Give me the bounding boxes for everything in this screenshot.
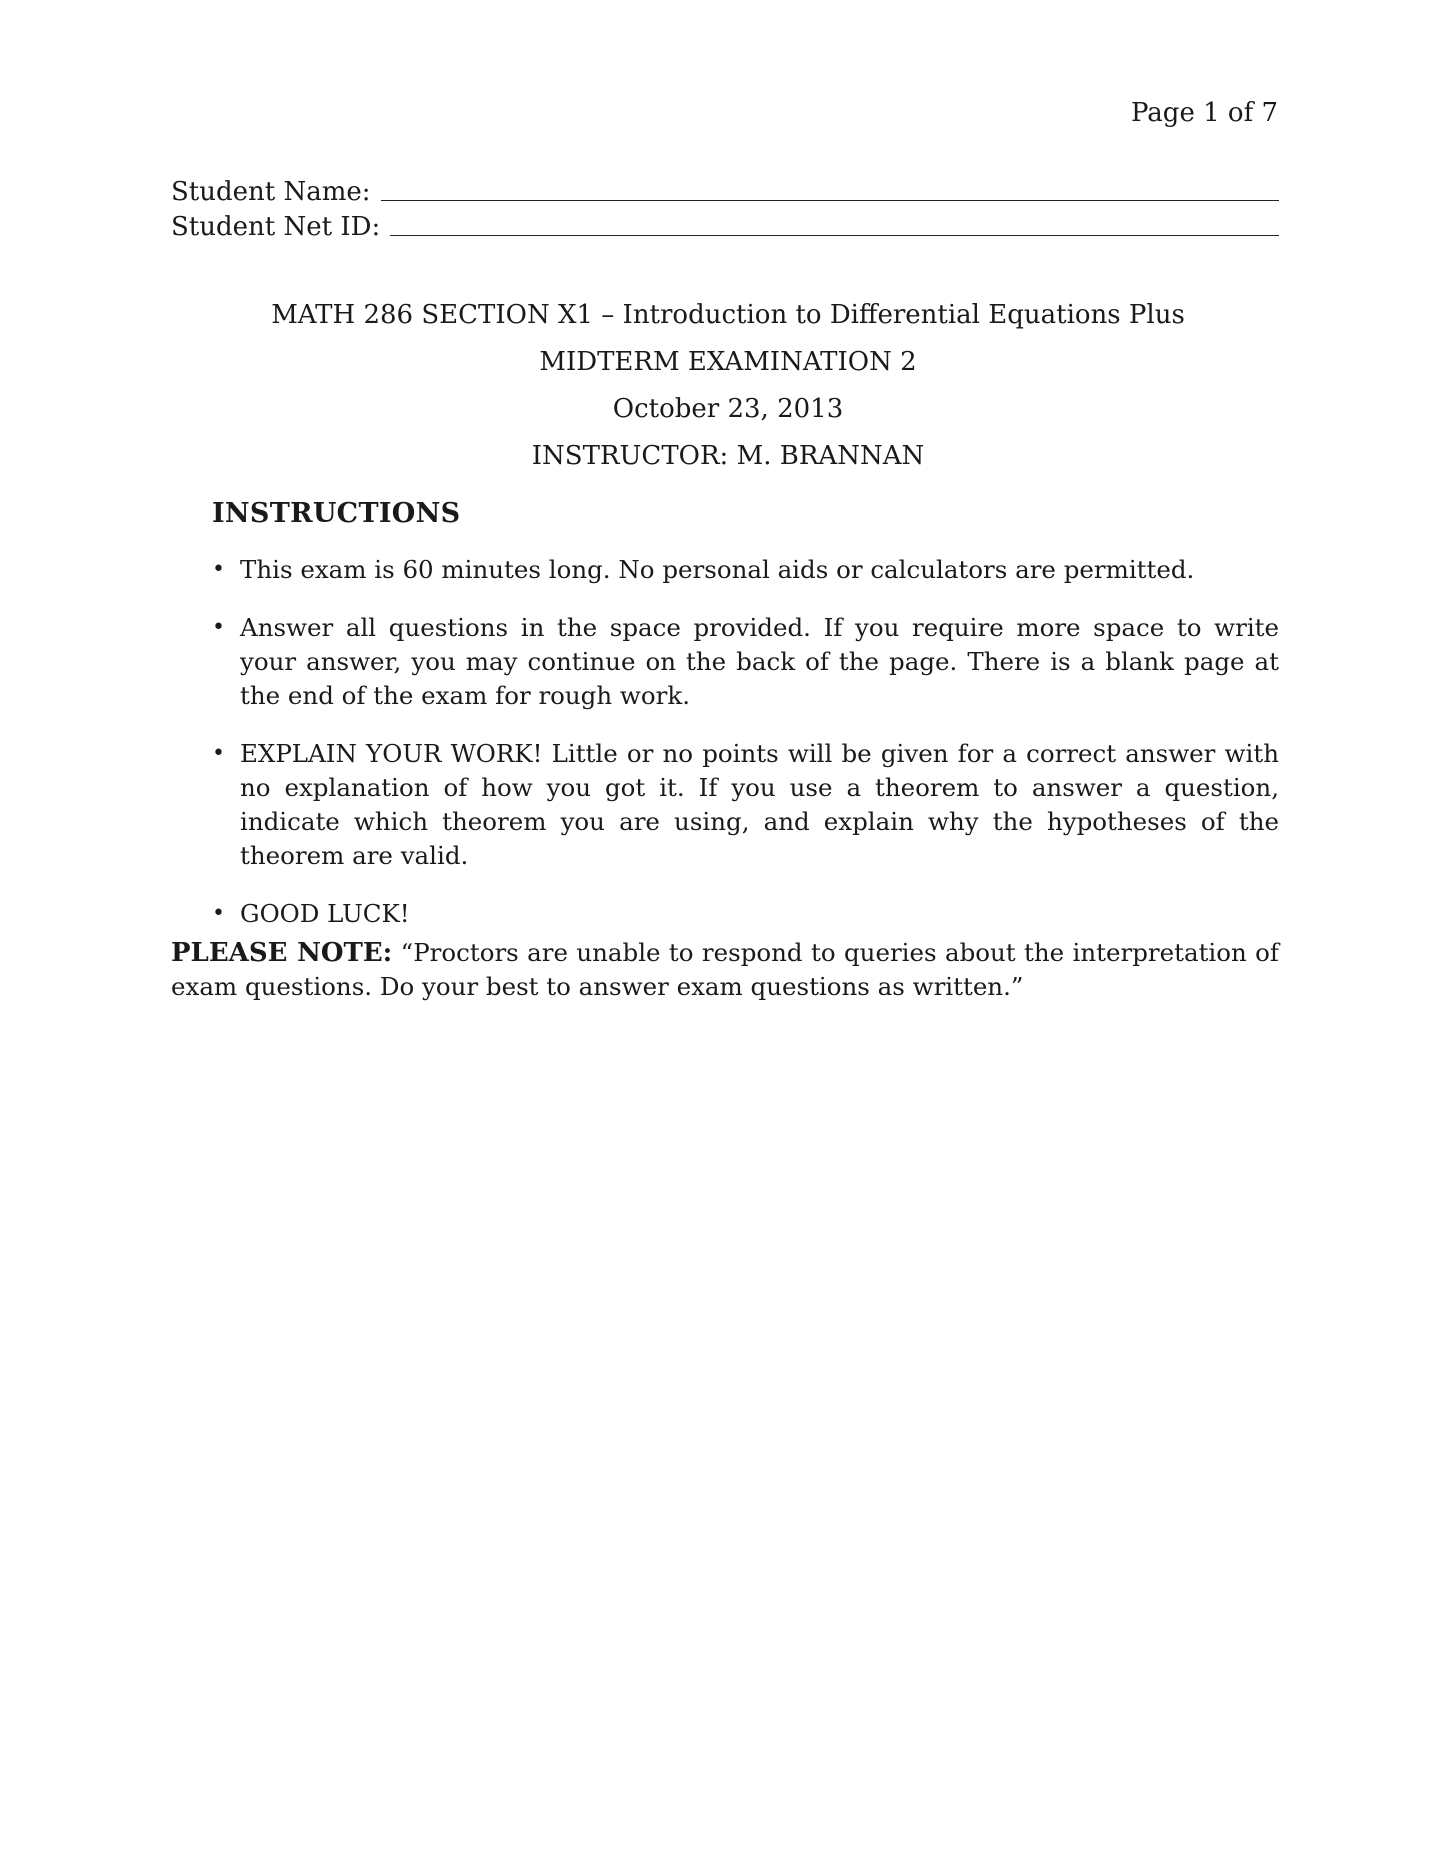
instructions-list: [212, 553, 1279, 931]
exam-date: October 23, 2013: [612, 394, 844, 424]
title-block: [0, 298, 1456, 486]
bullet-icon: •: [212, 557, 225, 582]
student-netid-line: [390, 235, 1279, 236]
instruction-text: Answer all questions in the space provided. If you require more space to write your answer, you may continue on the back of the page. There is a blank page at the end of the exam for rough work.: [240, 613, 1279, 710]
instructor-line: INSTRUCTOR: M. BRANNAN: [531, 441, 925, 471]
instruction-text: GOOD LUCK!: [240, 899, 410, 928]
bullet-icon: •: [212, 901, 225, 926]
please-note: [171, 936, 1279, 1004]
list-item: [212, 737, 1279, 873]
student-name-line: [381, 200, 1279, 201]
page-number: Page 1 of 7: [1130, 98, 1278, 128]
instruction-text: This exam is 60 minutes long. No personal aids or calculators are permitted.: [240, 555, 1195, 584]
course-title: MATH 286 SECTION X1 – Introduction to Differential Equations Plus: [271, 300, 1185, 330]
instruction-text: EXPLAIN YOUR WORK! Little or no points will be given for a correct answer with no explanation of how you got it. If you use a theorem to answer a question, indicate which theorem you are using, and explain why the hypotheses of the theorem are valid.: [240, 739, 1279, 870]
instructions-section: [212, 498, 1279, 955]
student-name-label: Student Name:: [171, 177, 371, 207]
bullet-icon: •: [212, 741, 225, 766]
note-text: “Proctors are unable to respond to queries about the interpretation of exam questions. Do your best to answer exam questions as written.”: [171, 938, 1279, 1001]
student-netid-label: Student Net ID:: [171, 212, 381, 242]
list-item: [212, 611, 1279, 713]
list-item: [212, 553, 1279, 587]
student-name-row: [171, 172, 1279, 207]
instructions-heading: INSTRUCTIONS: [212, 498, 461, 529]
student-netid-row: [171, 207, 1279, 242]
bullet-icon: •: [212, 615, 225, 640]
list-item: [212, 897, 1279, 931]
note-label: PLEASE NOTE:: [171, 938, 393, 968]
student-fields: [171, 172, 1279, 242]
exam-title: MIDTERM EXAMINATION 2: [539, 347, 917, 377]
